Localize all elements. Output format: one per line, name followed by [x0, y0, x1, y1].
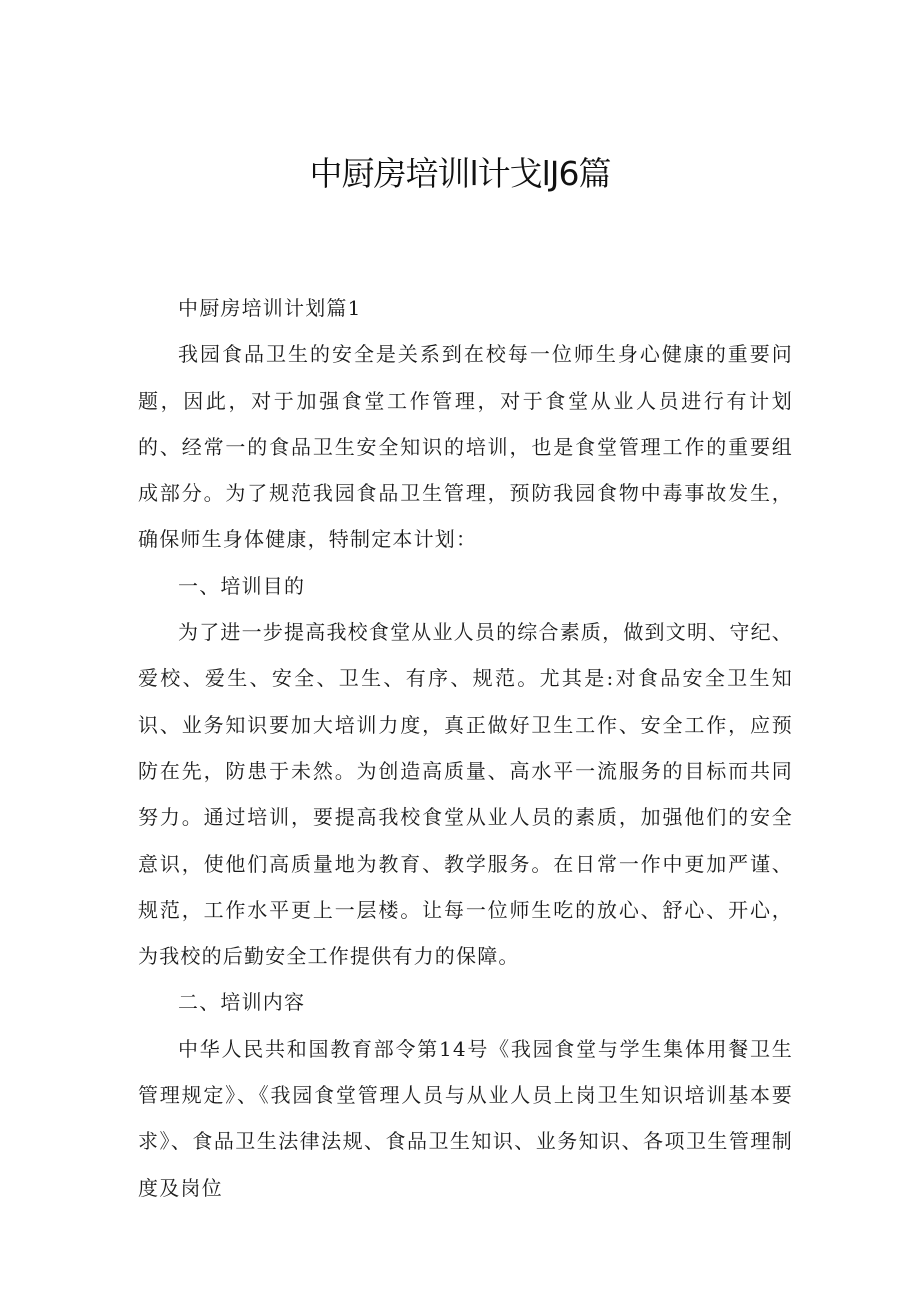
- purpose-paragraph: 为了进一步提高我校食堂从业人员的综合素质，做到文明、守纪、爱校、爱生、安全、卫生、有序、规范。尤其是:对食品安全卫生知识、业务知识要加大培训力度，真正做好卫生工作、安全工作，应预防在先，防患于未然。为创造高质量、高水平一流服务的目标而共同努力。通过培训，要提高我校食堂从业人员的素质，加强他们的安全意识，使他们高质量地为教育、教学服务。在日常一作中更加严谨、规范，工作水平更上一层楼。让每一位师生吃的放心、舒心、开心，为我校的后勤安全工作提供有力的保障。: [138, 620, 793, 969]
- document-title: 中厨房培训l计戈lJ6篇: [309, 154, 611, 193]
- section-label: 中厨房培训计划篇1: [178, 296, 362, 320]
- heading-training-content: 二、培训内容: [178, 990, 306, 1015]
- heading-training-purpose: 一、培训目的: [178, 573, 306, 598]
- content-paragraph: 中华人民共和国教育部令第14号《我园食堂与学生集体用餐卫生管理规定》、《我园食堂管理人员与从业人员上岗卫生知识培训基本要求》、食品卫生法律法规、食品卫生知识、业务知识、各项卫生管理制度及岗位: [138, 1036, 793, 1200]
- intro-paragraph: 我园食品卫生的安全是关系到在校每一位师生身心健康的重要问题，因此，对于加强食堂工作管理，对于食堂从业人员进行有计划的、经常一的食品卫生安全知识的培训，也是食堂管理工作的重要组成部分。为了规范我园食品卫生管理，预防我园食物中毒事故发生，确保师生身体健康，特制定本计划：: [138, 342, 793, 552]
- document-body: [138, 285, 793, 1211]
